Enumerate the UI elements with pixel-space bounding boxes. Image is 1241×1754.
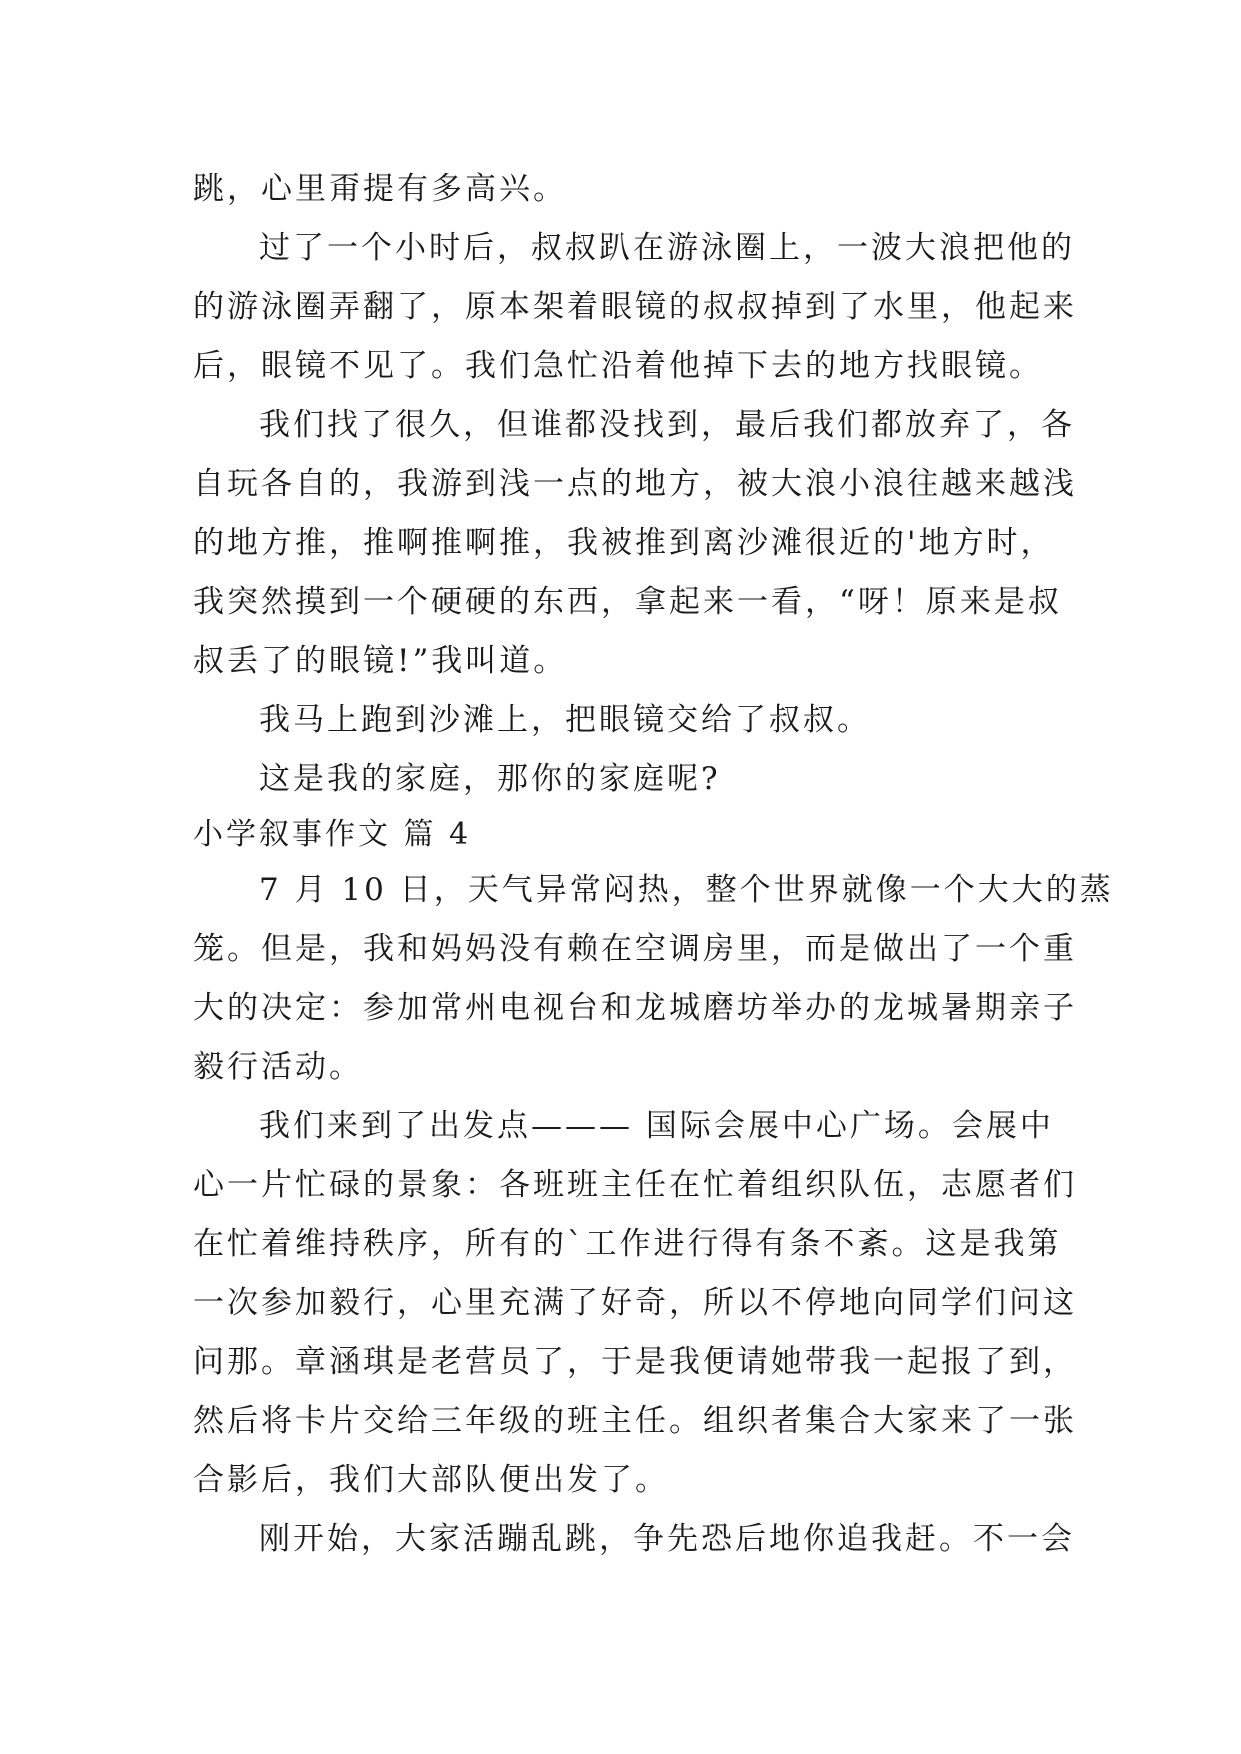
- section-heading: 小学叙事作文 篇 4: [193, 817, 472, 852]
- body-line: 跳，心里甭提有多高兴。: [193, 171, 567, 207]
- body-line: 问那。章涵琪是老营员了，于是我便请她带我一起报了到，: [193, 1344, 1077, 1380]
- body-line: 后，眼镜不见了。我们急忙沿着他掉下去的地方找眼镜。: [193, 348, 1043, 384]
- body-line: 合影后，我们大部队便出发了。: [193, 1462, 669, 1498]
- document-body: [193, 160, 1114, 1569]
- body-line: 心一片忙碌的景象：各班班主任在忙着组织队伍，志愿者们: [193, 1167, 1077, 1203]
- body-line: 在忙着维持秩序，所有的`工作进行得有条不紊。这是我第: [193, 1226, 1062, 1262]
- body-line: 一次参加毅行，心里充满了好奇，所以不停地向同学们问这: [193, 1285, 1077, 1321]
- body-line: 我们找了很久，但谁都没找到，最后我们都放弃了，各: [259, 407, 1075, 443]
- body-line: 的地方推，推啊推啊推，我被推到离沙滩很近的'地方时，: [193, 525, 1055, 561]
- body-line: 7 月 10 日，天气异常闷热，整个世界就像一个大大的蒸: [259, 872, 1114, 908]
- body-line: 这是我的家庭，那你的家庭呢?: [259, 761, 721, 797]
- body-line: 毅行活动。: [193, 1049, 363, 1085]
- body-line: 我马上跑到沙滩上，把眼镜交给了叔叔。: [259, 702, 871, 738]
- body-line: 叔丢了的眼镜!”我叫道。: [193, 643, 568, 679]
- body-line: 刚开始，大家活蹦乱跳，争先恐后地你追我赶。不一会: [259, 1521, 1075, 1557]
- body-line: 然后将卡片交给三年级的班主任。组织者集合大家来了一张: [193, 1403, 1077, 1439]
- body-line: 自玩各自的，我游到浅一点的地方，被大浪小浪往越来越浅: [193, 466, 1077, 502]
- body-line: 笼。但是，我和妈妈没有赖在空调房里，而是做出了一个重: [193, 931, 1077, 967]
- body-line: 的游泳圈弄翻了，原本架着眼镜的叔叔掉到了水里，他起来: [193, 289, 1077, 325]
- body-line: 我们来到了出发点——— 国际会展中心广场。会展中: [259, 1108, 1054, 1144]
- body-line: 大的决定：参加常州电视台和龙城磨坊举办的龙城暑期亲子: [193, 990, 1077, 1026]
- body-line: 过了一个小时后，叔叔趴在游泳圈上，一波大浪把他的: [259, 230, 1075, 266]
- body-line: 我突然摸到一个硬硬的东西，拿起来一看，“呀！原来是叔: [193, 584, 1062, 620]
